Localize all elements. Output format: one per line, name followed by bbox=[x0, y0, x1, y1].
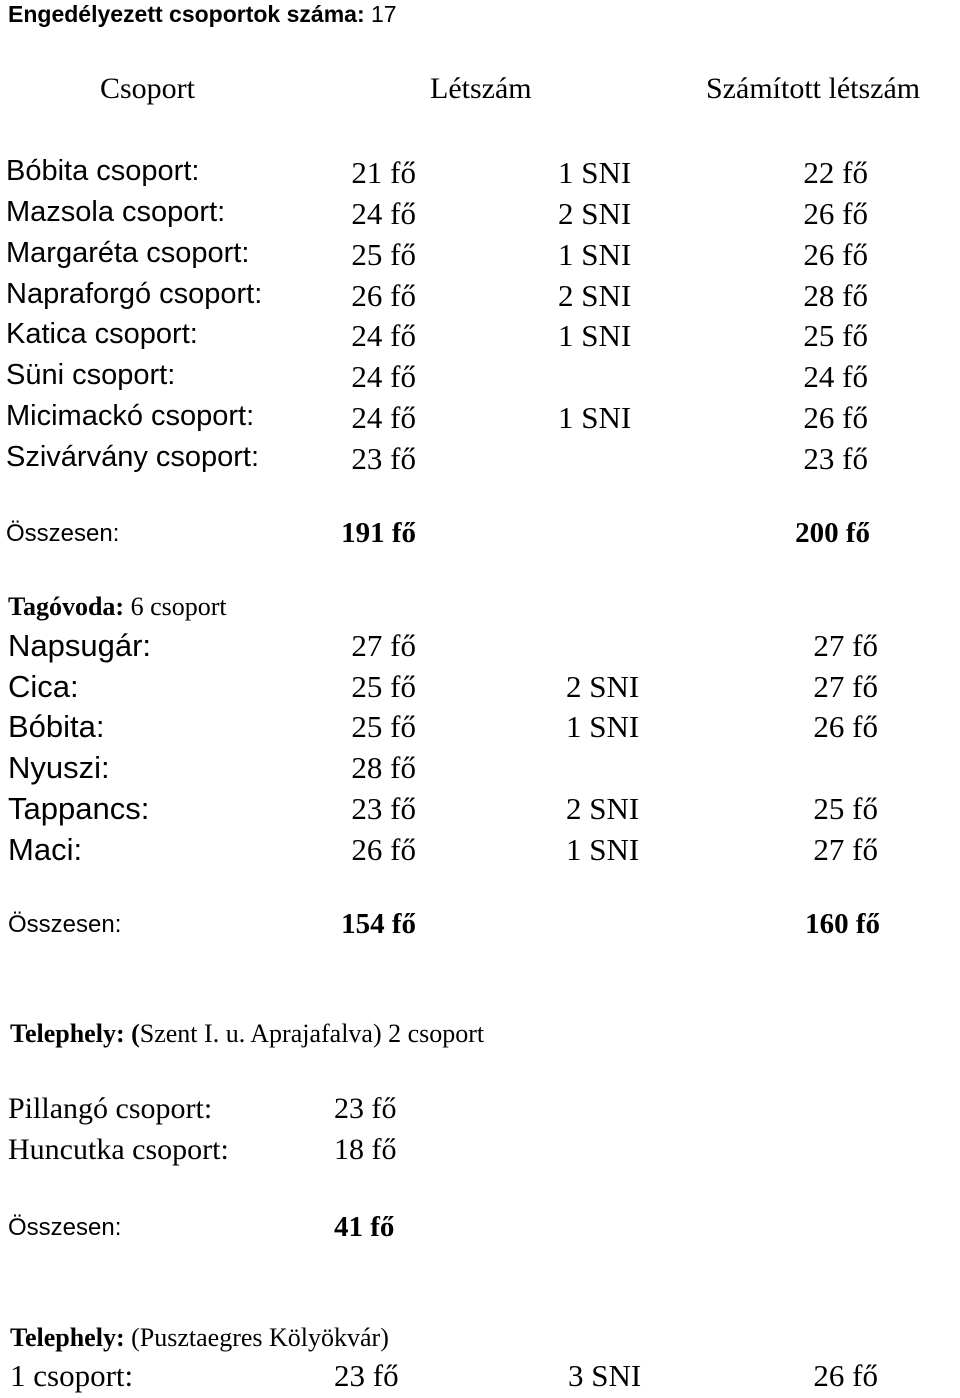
site2-heading-label: Telephely: bbox=[10, 1323, 125, 1352]
row-sni: 2 SNI bbox=[566, 669, 640, 704]
row-count: 23 fő bbox=[351, 441, 416, 476]
row-calc: 27 fő bbox=[813, 832, 878, 867]
groups-allowed-label: Engedélyezett csoportok száma: bbox=[8, 1, 365, 27]
row-name: Tappancs: bbox=[8, 791, 150, 826]
row-sni: 1 SNI bbox=[558, 400, 632, 435]
row-count: 24 fő bbox=[351, 318, 416, 353]
row-calc: 26 fő bbox=[803, 400, 868, 435]
row-sni: 1 SNI bbox=[566, 709, 640, 744]
row-name: Mazsola csoport: bbox=[6, 196, 226, 228]
row-name: Micimackó csoport: bbox=[6, 400, 255, 432]
site2-row-count: 23 fő bbox=[334, 1358, 399, 1393]
row-count: 25 fő bbox=[351, 669, 416, 704]
main-total-label: Összesen: bbox=[6, 520, 120, 547]
groups-allowed-line bbox=[8, 3, 397, 26]
site2-heading bbox=[10, 1325, 389, 1351]
site1-total-count: 41 fő bbox=[334, 1211, 395, 1243]
site2-heading-rest: (Pusztaegres Kölyökvár) bbox=[131, 1323, 389, 1352]
row-sni: 1 SNI bbox=[566, 832, 640, 867]
header-calc: Számított létszám bbox=[706, 72, 921, 105]
row-count: 18 fő bbox=[334, 1133, 397, 1166]
row-name: Cica: bbox=[8, 669, 79, 704]
row-count: 25 fő bbox=[351, 709, 416, 744]
row-name: Pillangó csoport: bbox=[8, 1092, 213, 1125]
tag-heading bbox=[8, 594, 227, 620]
site1-heading-label: Telephely: ( bbox=[10, 1019, 140, 1048]
site1-total-label: Összesen: bbox=[8, 1214, 122, 1241]
row-count: 23 fő bbox=[351, 791, 416, 826]
site2-row-name: 1 csoport: bbox=[10, 1358, 134, 1393]
row-sni: 1 SNI bbox=[558, 237, 632, 272]
row-calc: 27 fő bbox=[813, 669, 878, 704]
row-count: 21 fő bbox=[351, 155, 416, 190]
tag-total-calc: 160 fő bbox=[805, 908, 880, 940]
row-count: 28 fő bbox=[351, 750, 416, 785]
row-calc: 25 fő bbox=[803, 318, 868, 353]
header-group: Csoport bbox=[100, 72, 196, 105]
row-name: Bóbita: bbox=[8, 709, 105, 744]
row-name: Maci: bbox=[8, 832, 83, 867]
row-calc: 22 fő bbox=[803, 155, 868, 190]
row-calc: 27 fő bbox=[813, 628, 878, 663]
row-name: Margaréta csoport: bbox=[6, 237, 250, 269]
row-name: Süni csoport: bbox=[6, 359, 176, 391]
tag-heading-label: Tagóvoda: bbox=[8, 592, 125, 621]
row-calc: 23 fő bbox=[803, 441, 868, 476]
tag-total-label: Összesen: bbox=[8, 911, 122, 938]
site2-row-sni: 3 SNI bbox=[568, 1358, 642, 1393]
row-count: 23 fő bbox=[334, 1092, 397, 1125]
row-count: 26 fő bbox=[351, 278, 416, 313]
row-calc: 26 fő bbox=[803, 237, 868, 272]
row-calc: 28 fő bbox=[803, 278, 868, 313]
row-count: 24 fő bbox=[351, 196, 416, 231]
row-count: 24 fő bbox=[351, 359, 416, 394]
tag-heading-rest: 6 csoport bbox=[130, 592, 227, 621]
row-name: Napsugár: bbox=[8, 628, 152, 663]
site1-heading bbox=[10, 1021, 484, 1047]
groups-allowed-value: 17 bbox=[371, 1, 397, 27]
site1-heading-rest: Szent I. u. Aprajafalva) 2 csoport bbox=[139, 1019, 485, 1048]
row-count: 26 fő bbox=[351, 832, 416, 867]
row-calc: 26 fő bbox=[803, 196, 868, 231]
row-count: 24 fő bbox=[351, 400, 416, 435]
site2-row-calc: 26 fő bbox=[813, 1358, 878, 1393]
row-name: Napraforgó csoport: bbox=[6, 278, 263, 310]
tag-total-count: 154 fő bbox=[341, 908, 416, 940]
row-calc: 24 fő bbox=[803, 359, 868, 394]
row-name: Katica csoport: bbox=[6, 318, 198, 350]
row-sni: 2 SNI bbox=[566, 791, 640, 826]
row-sni: 2 SNI bbox=[558, 278, 632, 313]
row-calc: 26 fő bbox=[813, 709, 878, 744]
row-sni: 2 SNI bbox=[558, 196, 632, 231]
row-name: Szivárvány csoport: bbox=[6, 441, 260, 473]
row-sni: 1 SNI bbox=[558, 318, 632, 353]
row-name: Nyuszi: bbox=[8, 750, 110, 785]
row-sni: 1 SNI bbox=[558, 155, 632, 190]
row-count: 25 fő bbox=[351, 237, 416, 272]
row-name: Huncutka csoport: bbox=[8, 1133, 229, 1166]
main-total-count: 191 fő bbox=[341, 517, 416, 549]
header-count: Létszám bbox=[430, 72, 532, 105]
main-total-calc: 200 fő bbox=[795, 517, 870, 549]
row-count: 27 fő bbox=[351, 628, 416, 663]
row-name: Bóbita csoport: bbox=[6, 155, 200, 187]
row-calc: 25 fő bbox=[813, 791, 878, 826]
